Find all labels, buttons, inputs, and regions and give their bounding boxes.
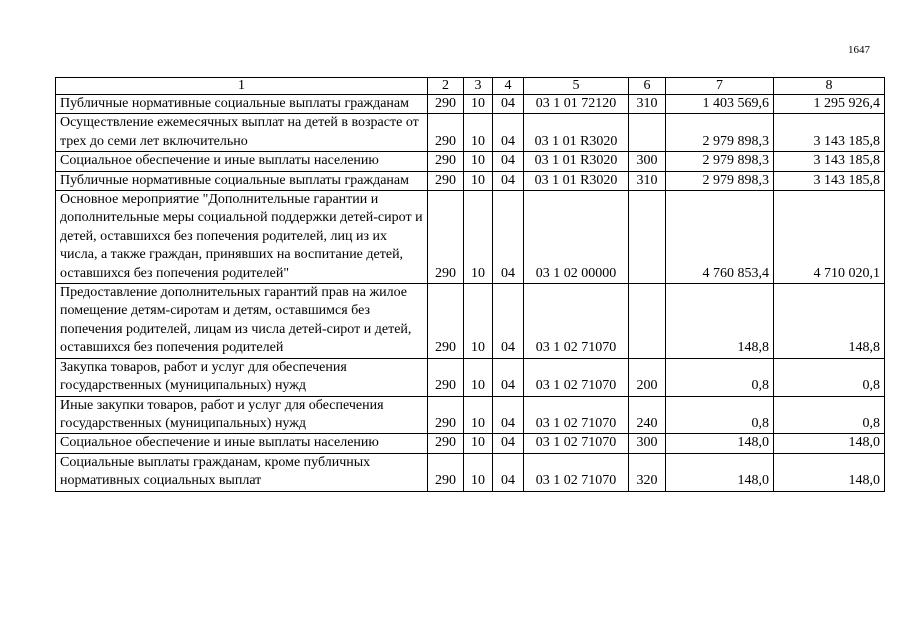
table-row	[56, 152, 885, 171]
expense-type-cell: 300	[629, 152, 666, 171]
amount-year1-cell: 148,0	[666, 434, 774, 453]
row-name-cell: Осуществление ежемесячных выплат на детей в возрасте от трех до семи лет включительно	[56, 114, 428, 152]
amount-year1-cell: 2 979 898,3	[666, 152, 774, 171]
table-row	[56, 396, 885, 434]
section-code-cell: 10	[464, 171, 493, 190]
amount-year2-cell: 148,0	[774, 453, 885, 491]
target-code-cell: 03 1 02 71070	[524, 284, 629, 359]
expense-type-cell: 200	[629, 358, 666, 396]
subsection-code-cell: 04	[493, 434, 524, 453]
target-code-cell: 03 1 02 71070	[524, 358, 629, 396]
admin-code-cell: 290	[428, 152, 464, 171]
row-name-cell: Публичные нормативные социальные выплаты гражданам	[56, 171, 428, 190]
row-name-cell: Иные закупки товаров, работ и услуг для обеспечения государственных (муниципальных) нужд	[56, 396, 428, 434]
section-code-cell: 10	[464, 114, 493, 152]
amount-year1-cell: 0,8	[666, 358, 774, 396]
subsection-code-cell: 04	[493, 114, 524, 152]
row-name-cell: Социальные выплаты гражданам, кроме публичных нормативных социальных выплат	[56, 453, 428, 491]
subsection-code-cell: 04	[493, 152, 524, 171]
row-name-cell: Социальное обеспечение и иные выплаты населению	[56, 434, 428, 453]
header-cell: 7	[666, 78, 774, 95]
header-cell: 1	[56, 78, 428, 95]
target-code-cell: 03 1 01 R3020	[524, 171, 629, 190]
amount-year1-cell: 0,8	[666, 396, 774, 434]
amount-year2-cell: 3 143 185,8	[774, 152, 885, 171]
expense-type-cell: 320	[629, 453, 666, 491]
section-code-cell: 10	[464, 434, 493, 453]
section-code-cell: 10	[464, 191, 493, 284]
header-cell: 4	[493, 78, 524, 95]
target-code-cell: 03 1 02 71070	[524, 453, 629, 491]
admin-code-cell: 290	[428, 171, 464, 190]
row-name-cell: Публичные нормативные социальные выплаты гражданам	[56, 95, 428, 114]
expense-type-cell: 310	[629, 95, 666, 114]
amount-year1-cell: 4 760 853,4	[666, 191, 774, 284]
section-code-cell: 10	[464, 95, 493, 114]
amount-year2-cell: 0,8	[774, 358, 885, 396]
admin-code-cell: 290	[428, 358, 464, 396]
subsection-code-cell: 04	[493, 171, 524, 190]
amount-year1-cell: 1 403 569,6	[666, 95, 774, 114]
target-code-cell: 03 1 02 71070	[524, 434, 629, 453]
table-row	[56, 114, 885, 152]
header-cell: 8	[774, 78, 885, 95]
subsection-code-cell: 04	[493, 396, 524, 434]
header-cell: 6	[629, 78, 666, 95]
row-name-cell: Социальное обеспечение и иные выплаты населению	[56, 152, 428, 171]
section-code-cell: 10	[464, 453, 493, 491]
admin-code-cell: 290	[428, 191, 464, 284]
admin-code-cell: 290	[428, 114, 464, 152]
row-name-cell: Предоставление дополнительных гарантий прав на жилое помещение детям-сиротам и детям, оставшимся без попечения родителей, лицам из числа детей-сирот и детей, оставшихся без попечения родителей	[56, 284, 428, 359]
subsection-code-cell: 04	[493, 358, 524, 396]
section-code-cell: 10	[464, 152, 493, 171]
amount-year2-cell: 0,8	[774, 396, 885, 434]
table-row	[56, 284, 885, 359]
table-header-row	[56, 78, 885, 95]
admin-code-cell: 290	[428, 434, 464, 453]
target-code-cell: 03 1 01 R3020	[524, 152, 629, 171]
table-row	[56, 171, 885, 190]
admin-code-cell: 290	[428, 453, 464, 491]
expense-type-cell	[629, 191, 666, 284]
row-name-cell: Закупка товаров, работ и услуг для обеспечения государственных (муниципальных) нужд	[56, 358, 428, 396]
amount-year2-cell: 1 295 926,4	[774, 95, 885, 114]
amount-year2-cell: 148,8	[774, 284, 885, 359]
table-row	[56, 453, 885, 491]
section-code-cell: 10	[464, 358, 493, 396]
amount-year1-cell: 148,0	[666, 453, 774, 491]
amount-year2-cell: 3 143 185,8	[774, 114, 885, 152]
subsection-code-cell: 04	[493, 95, 524, 114]
expense-type-cell: 310	[629, 171, 666, 190]
admin-code-cell: 290	[428, 284, 464, 359]
amount-year1-cell: 2 979 898,3	[666, 171, 774, 190]
subsection-code-cell: 04	[493, 284, 524, 359]
table-row	[56, 95, 885, 114]
expense-type-cell	[629, 284, 666, 359]
amount-year1-cell: 148,8	[666, 284, 774, 359]
page-number: 1647	[848, 44, 870, 56]
subsection-code-cell: 04	[493, 453, 524, 491]
target-code-cell: 03 1 02 00000	[524, 191, 629, 284]
amount-year2-cell: 3 143 185,8	[774, 171, 885, 190]
section-code-cell: 10	[464, 284, 493, 359]
table-row	[56, 358, 885, 396]
table-row	[56, 434, 885, 453]
header-cell: 5	[524, 78, 629, 95]
row-name-cell: Основное мероприятие "Дополнительные гарантии и дополнительные меры социальной поддержки детей-сирот и детей, оставшихся без попечения родителей, лиц из их числа, а также граждан, принявших на воспитание детей, оставшихся без попечения родителей"	[56, 191, 428, 284]
subsection-code-cell: 04	[493, 191, 524, 284]
amount-year1-cell: 2 979 898,3	[666, 114, 774, 152]
amount-year2-cell: 4 710 020,1	[774, 191, 885, 284]
target-code-cell: 03 1 01 R3020	[524, 114, 629, 152]
admin-code-cell: 290	[428, 396, 464, 434]
header-cell: 2	[428, 78, 464, 95]
admin-code-cell: 290	[428, 95, 464, 114]
header-cell: 3	[464, 78, 493, 95]
budget-table	[55, 77, 885, 492]
target-code-cell: 03 1 02 71070	[524, 396, 629, 434]
expense-type-cell: 240	[629, 396, 666, 434]
target-code-cell: 03 1 01 72120	[524, 95, 629, 114]
expense-type-cell: 300	[629, 434, 666, 453]
table-row	[56, 191, 885, 284]
section-code-cell: 10	[464, 396, 493, 434]
amount-year2-cell: 148,0	[774, 434, 885, 453]
expense-type-cell	[629, 114, 666, 152]
